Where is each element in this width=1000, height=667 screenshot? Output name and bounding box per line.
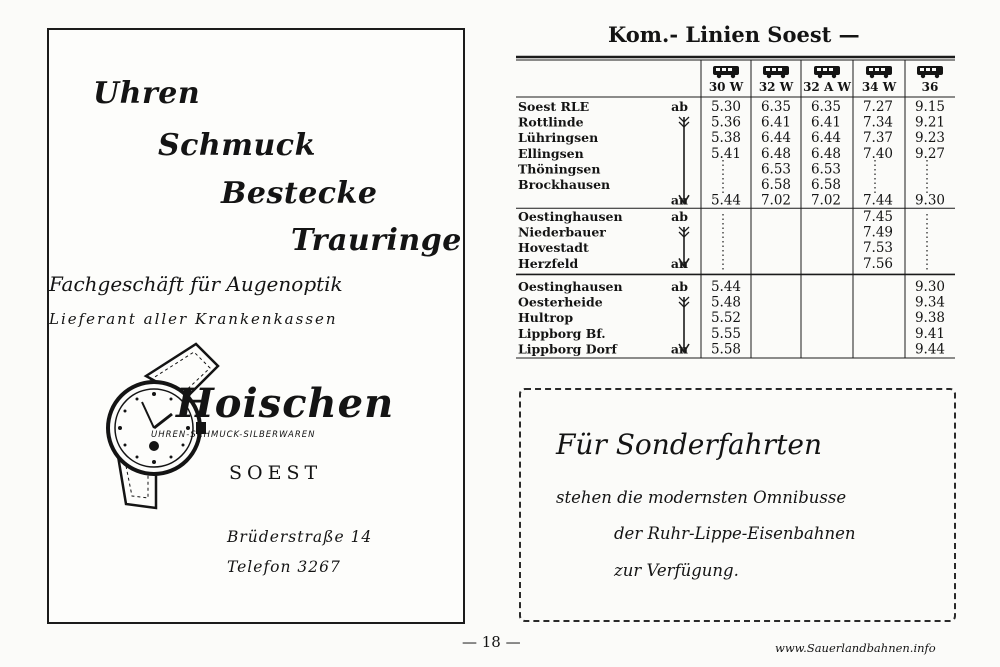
departure-time: 6.35 (810, 99, 841, 115)
departure-time: 9.27 (914, 145, 945, 162)
departure-time: 9.38 (914, 310, 945, 327)
stop-name: Lühringsen (518, 130, 599, 146)
stop-name: Lippborg Bf. (518, 325, 606, 341)
departure-time: 6.53 (760, 161, 791, 178)
ab-an-mark: ab (671, 209, 688, 224)
special-trips-line-3: zur Verfügung. (614, 561, 739, 580)
source-website: www.Sauerlandbahnen.info (775, 641, 936, 655)
stop-name: Brockhausen (518, 177, 611, 192)
ad-optik: Fachgeschäft für Augenoptik (49, 272, 343, 296)
ab-an-mark: an (670, 255, 688, 271)
ad-line-trauringe: Trauringe (291, 223, 462, 258)
brand-subtitle: UHREN-SCHMUCK-SILBERWAREN (151, 430, 316, 440)
brand-logo: Hoischen (176, 380, 395, 427)
stop-name: Hultrop (518, 310, 574, 326)
column-header: 30 W (708, 80, 744, 94)
departure-time: 6.35 (760, 99, 791, 115)
departure-time: 6.44 (810, 130, 841, 147)
stop-name: Lippborg Dorf (518, 341, 617, 357)
ab-an-mark: ab (671, 99, 688, 114)
ad-city: SOEST (229, 462, 323, 484)
departure-time: 5.48 (710, 294, 741, 311)
ad-line-bestecke: Bestecke (221, 176, 378, 211)
bus-icon (713, 66, 739, 78)
departure-time: 9.30 (914, 192, 945, 209)
departure-time: 7.02 (760, 192, 791, 209)
departure-time: 5.30 (710, 99, 741, 115)
stop-name: Oestinghausen (518, 279, 623, 294)
ad-street: Brüderstraße 14 (227, 528, 373, 546)
special-trips-line-2: der Ruhr-Lippe-Eisenbahnen (614, 524, 856, 543)
stop-name: Oestinghausen (518, 209, 623, 224)
stop-name: Ellingsen (518, 145, 584, 161)
ad-lieferant: Lieferant aller Krankenkassen (49, 310, 338, 328)
column-header: 34 W (861, 80, 897, 94)
stop-name: Niederbauer (518, 224, 606, 240)
departure-time: 6.58 (760, 177, 791, 193)
stop-name: Oesterheide (518, 294, 603, 310)
bus-icon (917, 66, 943, 78)
departure-time: 7.53 (862, 240, 893, 257)
ab-an-mark: ab (671, 279, 688, 294)
departure-time: 6.48 (760, 145, 791, 162)
departure-time: 7.44 (862, 192, 893, 209)
bus-icon (866, 66, 892, 78)
departure-time: 9.15 (914, 99, 945, 115)
departure-time: 7.45 (862, 209, 893, 225)
departure-time: 5.44 (710, 279, 741, 295)
special-trips-title: Für Sonderfahrten (556, 428, 823, 461)
ad-line-schmuck: Schmuck (158, 128, 316, 163)
departure-time: 9.34 (914, 294, 945, 311)
departure-time: 7.56 (862, 255, 893, 272)
departure-time: 6.44 (760, 130, 791, 147)
departure-time: 5.58 (710, 341, 741, 358)
departure-time: 7.27 (862, 99, 893, 115)
ad-phone: Telefon 3267 (227, 558, 341, 576)
departure-time: 9.44 (914, 341, 945, 358)
departure-time: 9.30 (914, 279, 945, 295)
departure-time: 7.49 (862, 224, 893, 241)
stop-name: Hovestadt (518, 240, 589, 256)
departure-time: 6.48 (810, 145, 841, 162)
departure-time: 6.53 (810, 161, 841, 178)
departure-time: 5.44 (710, 192, 741, 209)
departure-time: 6.58 (810, 177, 841, 193)
stop-name: Herzfeld (518, 255, 579, 271)
departure-time: 9.21 (914, 114, 945, 131)
bus-icon (763, 66, 789, 78)
departure-time: 9.23 (914, 130, 945, 147)
departure-time: 7.02 (810, 192, 841, 209)
ad-line-uhren: Uhren (93, 76, 201, 111)
bus-icon (814, 66, 840, 78)
special-trips-line-1: stehen die modernsten Omnibusse (556, 488, 847, 507)
departure-time: 5.38 (710, 130, 741, 147)
ab-an-mark: an (670, 341, 688, 357)
departure-time: 5.41 (710, 145, 741, 162)
departure-time: 5.55 (710, 325, 741, 342)
timetable-title: Kom.- Linien Soest — (608, 22, 860, 47)
stop-name: Thöningsen (518, 161, 601, 177)
ab-an-mark: an (670, 192, 688, 208)
departure-time: 9.41 (914, 325, 945, 342)
departure-time: 6.41 (760, 114, 791, 131)
departure-time: 7.40 (862, 145, 893, 162)
stop-name: Rottlinde (518, 114, 584, 130)
departure-time: 6.41 (810, 114, 841, 131)
departure-time: 5.36 (710, 114, 741, 131)
departure-time: 5.52 (710, 310, 741, 327)
column-header: 32 W (758, 80, 794, 94)
departure-time: 7.37 (862, 130, 893, 147)
page-number: — 18 — (462, 633, 521, 651)
column-header: 36 (921, 80, 939, 94)
column-header: 32 A W (803, 80, 851, 94)
stop-name: Soest RLE (518, 99, 590, 114)
departure-time: 7.34 (862, 114, 893, 131)
